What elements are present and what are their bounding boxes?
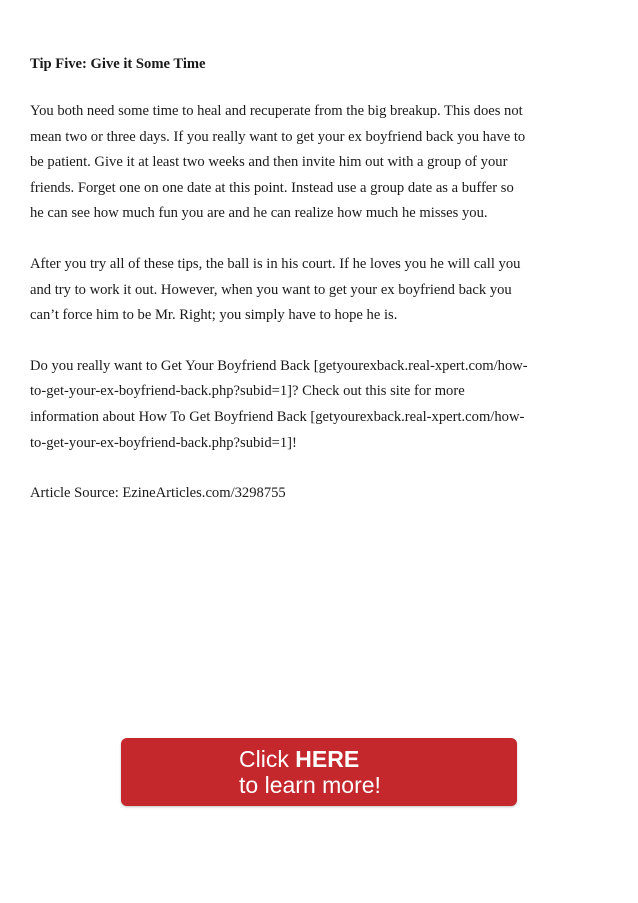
article-paragraph: Do you really want to Get Your Boyfriend Back [getyourexback.real-xpert.com/how- to-get-your-ex-boyfriend-back.php?subid=1]? Check out this site for more information about How To Get Boyfriend Back [getyourexback.real-xpert.com/how- to-get-your-ex-boyfriend-back.php?subid=1]! <box>30 357 528 451</box>
article-paragraph: After you try all of these tips, the ball is in his court. If he loves you he will call you and try to work it out. However, when you want to get your ex boyfriend back you can’t force him to be Mr. Right; you simply have to hope he is. <box>30 255 521 324</box>
cta-click-text: Click <box>239 746 296 772</box>
learn-more-button[interactable] <box>121 738 517 806</box>
article-source: Article Source: EzineArticles.com/3298755 <box>30 485 286 502</box>
cta-line-2: to learn more! <box>239 772 381 798</box>
article-paragraph: You both need some time to heal and recuperate from the big breakup. This does not mean two or three days. If you really want to get your ex boyfriend back you have to be patient. Give it at least two weeks and then invite him out with a group of your friends. Forget one on one date at this point. Instead use a group date as a buffer so he can see how much fun you are and he can realize how much he misses you. <box>30 103 526 222</box>
article-heading: Tip Five: Give it Some Time <box>30 56 206 72</box>
article-body <box>30 52 610 532</box>
cta-here-text: HERE <box>295 746 360 772</box>
learn-more-button-label <box>239 746 381 798</box>
cta-line-1 <box>239 746 381 772</box>
